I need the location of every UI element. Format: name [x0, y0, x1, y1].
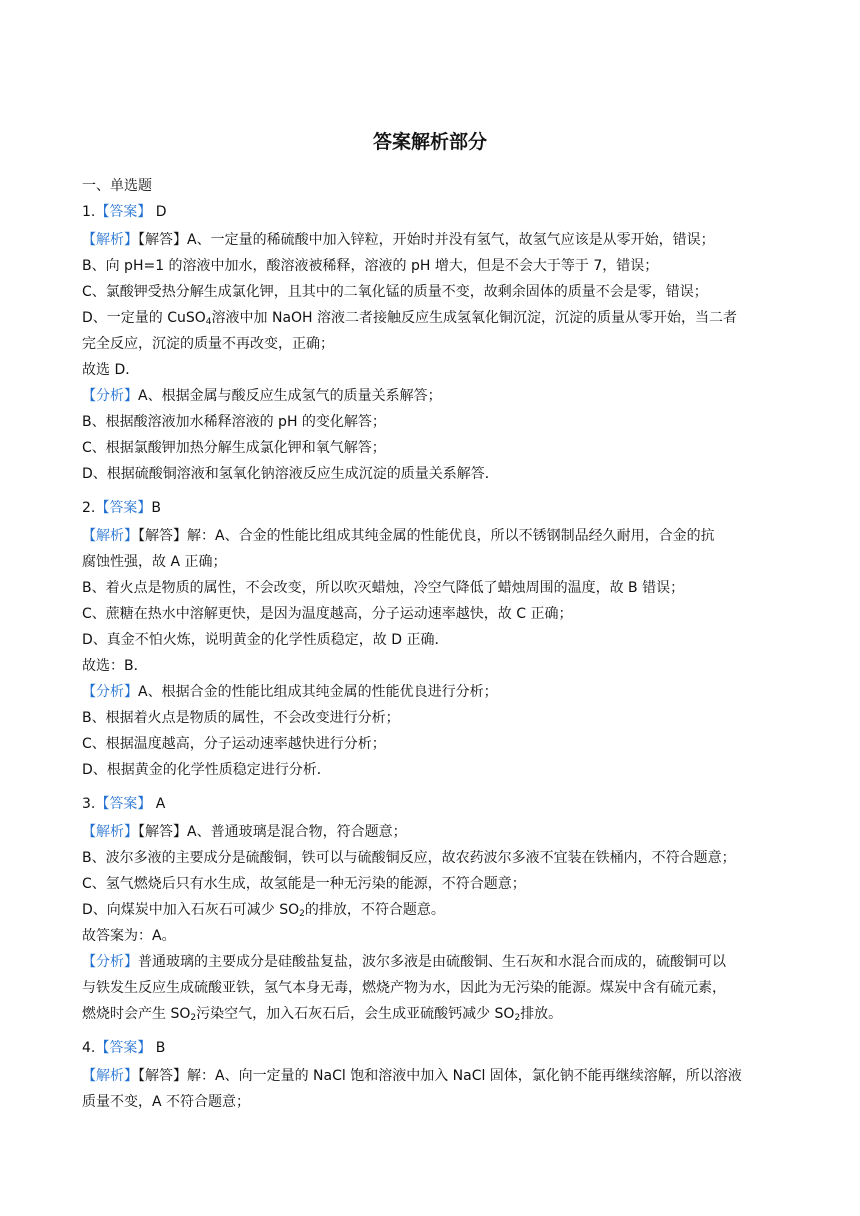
- text-segment: 普通玻璃的主要成分是硅酸盐复盐，波尔多液是由硫酸铜、生石灰和水混合而成的，硫酸铜可以: [138, 954, 726, 970]
- text-line: [82, 202, 167, 222]
- page-title: 答案解析部分: [372, 131, 487, 153]
- text-line: [82, 822, 407, 842]
- text-segment: B、波尔多液的主要成分是硫酸铜，铁可以与硫酸铜反应，故农药波尔多液不宜装在铁桶内，不符合题意；: [82, 850, 736, 866]
- text-line: [82, 656, 148, 676]
- text-segment: D、根据黄金的化学性质稳定进行分析．: [82, 762, 331, 778]
- text-segment: 【解答】A、普通玻璃是混合物，符合题意；: [138, 824, 407, 840]
- text-line: [82, 734, 386, 754]
- text-line: [82, 1092, 250, 1112]
- text-segment: 故答案为：A。: [82, 928, 176, 944]
- text-segment: 4.: [82, 1040, 96, 1056]
- label-tag: 【分析】: [82, 388, 138, 404]
- text-line: [82, 708, 400, 728]
- text-segment: B、向 pH=1 的溶液中加水，酸溶液被稀释，溶液的 pH 增大，但是不会大于等于 7，错误；: [82, 258, 659, 274]
- label-tag: 【答案】: [95, 796, 152, 812]
- text-segment: 故选 D．: [82, 362, 140, 378]
- text-segment: C、根据氯酸钾加热分解生成氯化钾和氧气解答；: [82, 440, 386, 456]
- text-line: [82, 334, 334, 354]
- text-segment: B: [151, 500, 161, 516]
- section-heading: 一、单选题: [82, 178, 152, 194]
- text-segment: 【解答】解：A、向一定量的 NaCl 饱和溶液中加入 NaCl 固体，氯化钠不能再继续溶解，所以溶液: [138, 1068, 742, 1084]
- subscript: 2: [514, 1013, 521, 1023]
- text-segment: C、根据温度越高，分子运动速率越快进行分析；: [82, 736, 386, 752]
- text-line: [82, 256, 658, 276]
- label-tag: 【分析】: [82, 954, 138, 970]
- text-segment: 的排放，不符合题意。: [304, 902, 445, 918]
- text-line: [82, 282, 708, 302]
- text-segment: B、根据着火点是物质的属性，不会改变进行分析；: [82, 710, 400, 726]
- label-tag: 【分析】: [82, 684, 138, 700]
- text-line: [82, 952, 726, 972]
- text-segment: 2.: [82, 500, 96, 516]
- text-segment: 【解答】解：A、合金的性能比组成其纯金属的性能优良，所以不锈钢制品经久耐用，合金的抗: [138, 528, 715, 544]
- label-tag: 【答案】: [95, 1040, 152, 1056]
- text-line: [82, 498, 161, 518]
- text-segment: C、氢气燃烧后只有水生成，故氢能是一种无污染的能源，不符合题意；: [82, 876, 526, 892]
- subscript: 2: [190, 1013, 197, 1023]
- text-segment: 质量不变，A 不符合题意；: [82, 1094, 251, 1110]
- text-segment: B、着火点是物质的属性，不会改变，所以吹灭蜡烛，冷空气降低了蜡烛周围的温度，故 B 错误；: [82, 580, 685, 596]
- text-segment: 1.: [82, 204, 96, 220]
- text-segment: 3.: [82, 796, 96, 812]
- text-line: [82, 978, 726, 998]
- label-tag: 【解析】: [82, 232, 138, 248]
- text-segment: 与铁发生反应生成硫酸亚铁，氢气本身无毒，燃烧产物为水，因此为无污染的能源。煤炭中含有硫元素，: [82, 980, 726, 996]
- text-line: [82, 552, 226, 572]
- text-line: [82, 412, 386, 432]
- text-segment: C、氯酸钾受热分解生成氯化钾，且其中的二氧化锰的质量不变，故剩余固体的质量不会是零，错误；: [82, 284, 708, 300]
- text-segment: D: [151, 204, 167, 220]
- text-line: [82, 578, 684, 598]
- text-line: [82, 874, 526, 894]
- label-tag: 【解析】: [82, 1068, 138, 1084]
- text-segment: 燃烧时会产生 SO: [82, 1006, 191, 1022]
- label-tag: 【答案】: [95, 500, 152, 516]
- text-segment: A、根据金属与酸反应生成氢气的质量关系解答；: [138, 388, 442, 404]
- text-segment: B、根据酸溶液加水稀释溶液的 pH 的变化解答；: [82, 414, 386, 430]
- text-line: [82, 926, 176, 946]
- text-line: [82, 360, 139, 380]
- label-tag: 【解析】: [82, 824, 138, 840]
- text-line: [82, 1004, 562, 1024]
- label-tag: 【答案】: [95, 204, 152, 220]
- subscript: 2: [299, 909, 305, 919]
- text-line: [82, 438, 386, 458]
- text-line: [82, 760, 331, 780]
- text-segment: 排放。: [520, 1006, 563, 1022]
- text-segment: A: [151, 796, 166, 812]
- text-segment: D、一定量的 CuSO: [82, 310, 206, 326]
- text-line: [82, 230, 715, 250]
- text-segment: C、蔗糖在热水中溶解更快，是因为温度越高，分子运动速率越快，故 C 正确；: [82, 606, 573, 622]
- text-segment: D、真金不怕火炼，说明黄金的化学性质稳定，故 D 正确．: [82, 632, 449, 648]
- text-line: [82, 794, 165, 814]
- text-line: [82, 630, 448, 650]
- subscript: 4: [205, 317, 212, 327]
- text-line: [82, 682, 498, 702]
- text-line: [82, 900, 445, 920]
- text-segment: 完全反应，沉淀的质量不再改变，正确；: [82, 336, 334, 352]
- label-tag: 【解析】: [82, 528, 138, 544]
- text-line: [82, 1038, 165, 1058]
- text-segment: B: [151, 1040, 166, 1056]
- text-segment: 腐蚀性强，故 A 正确；: [82, 554, 227, 570]
- text-line: [82, 1066, 742, 1086]
- text-segment: D、根据硫酸铜溶液和氢氧化钠溶液反应生成沉淀的质量关系解答．: [82, 466, 499, 482]
- text-line: [82, 464, 499, 484]
- text-segment: A、根据合金的性能比组成其纯金属的性能优良进行分析；: [138, 684, 498, 700]
- text-line: [82, 526, 715, 546]
- text-line: [82, 604, 572, 624]
- text-line: [82, 308, 737, 328]
- text-segment: 故选：B．: [82, 658, 148, 674]
- text-segment: 溶液中加 NaOH 溶液二者接触反应生成氢氧化铜沉淀，沉淀的质量从零开始，当二者: [211, 310, 738, 326]
- text-segment: 污染空气，加入石灰石后，会生成亚硫酸钙减少 SO: [196, 1006, 515, 1022]
- text-segment: 【解答】A、一定量的稀硫酸中加入锌粒，开始时并没有氢气，故氢气应该是从零开始，错误；: [138, 232, 715, 248]
- text-line: [82, 848, 736, 868]
- text-line: [82, 386, 442, 406]
- text-segment: D、向煤炭中加入石灰石可减少 SO: [82, 902, 300, 918]
